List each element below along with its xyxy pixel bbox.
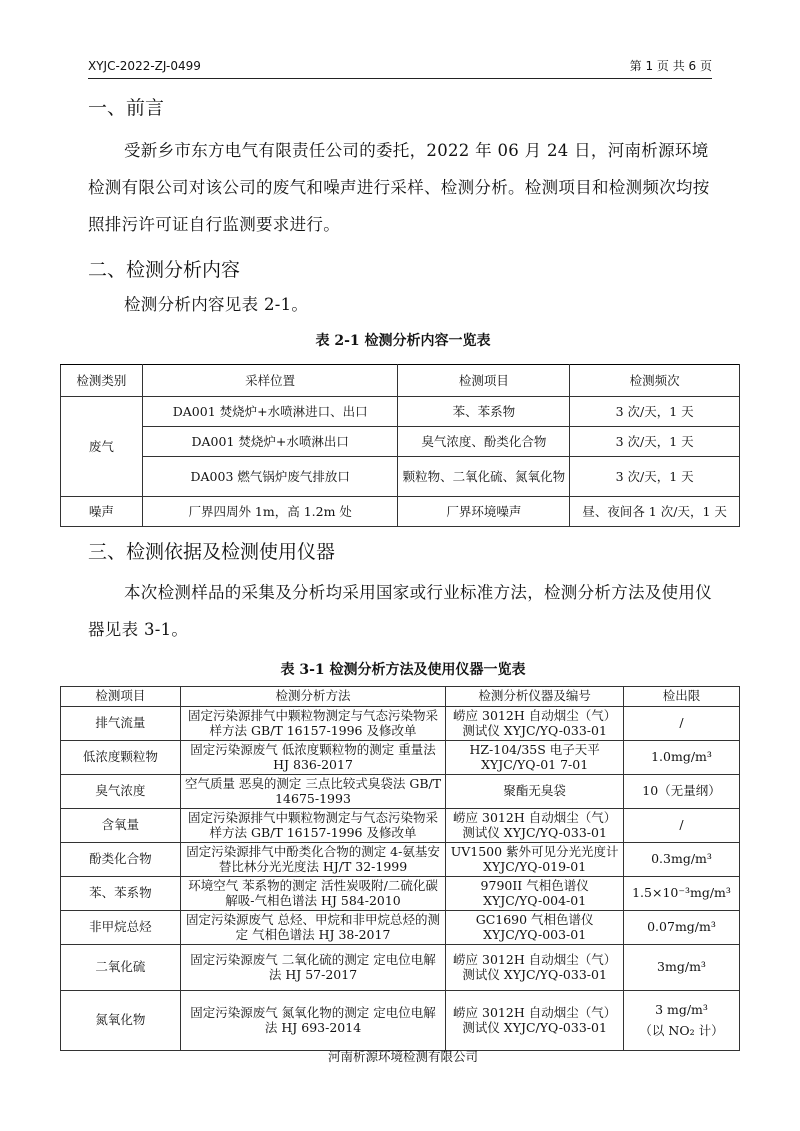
table-row	[61, 707, 740, 741]
category-cell: 噪声	[61, 497, 143, 527]
instrument-cell: GC1690 气相色谱仪 XYJC/YQ-003-01	[446, 911, 624, 945]
method-cell: 固定污染源废气 总烃、甲烷和非甲烷总烃的测定 气相色谱法 HJ 38-2017	[180, 911, 445, 945]
table-header-row	[61, 365, 740, 397]
frequency-cell: 3 次/天，1 天	[570, 427, 740, 457]
item-cell: 苯、苯系物	[61, 877, 181, 911]
table-row	[61, 775, 740, 809]
section-title-basis: 三、检测依据及检测使用仪器	[88, 541, 336, 563]
limit-cell: 3mg/m³	[624, 945, 740, 991]
limit-cell: /	[624, 707, 740, 741]
limit-note: （以 NO₂ 计）	[639, 1022, 724, 1038]
table-row	[61, 741, 740, 775]
table-row	[61, 397, 740, 427]
table-3-1	[60, 686, 740, 1051]
item-cell: 苯、苯系物	[398, 397, 570, 427]
table-row	[61, 497, 740, 527]
limit-cell: 1.5×10⁻³mg/m³	[624, 877, 740, 911]
item-cell: 臭气浓度	[61, 775, 181, 809]
table-row	[61, 809, 740, 843]
limit-cell: 0.07mg/m³	[624, 911, 740, 945]
column-header: 采样位置	[142, 365, 398, 397]
item-cell: 低浓度颗粒物	[61, 741, 181, 775]
table-row	[61, 991, 740, 1051]
frequency-cell: 3 次/天，1 天	[570, 457, 740, 497]
table-row	[61, 877, 740, 911]
frequency-cell: 昼、夜间各 1 次/天，1 天	[570, 497, 740, 527]
column-header: 检测分析仪器及编号	[446, 687, 624, 707]
table-row	[61, 911, 740, 945]
method-cell: 固定污染源废气 氮氧化物的测定 定电位电解法 HJ 693-2014	[180, 991, 445, 1051]
method-cell: 固定污染源废气 二氧化硫的测定 定电位电解法 HJ 57-2017	[180, 945, 445, 991]
instrument-cell: 崂应 3012H 自动烟尘（气）测试仪 XYJC/YQ-033-01	[446, 945, 624, 991]
method-cell: 空气质量 恶臭的测定 三点比较式臭袋法 GB/T 14675-1993	[180, 775, 445, 809]
method-cell: 固定污染源排气中颗粒物测定与气态污染物采样方法 GB/T 16157-1996 及修改单	[180, 707, 445, 741]
location-cell: DA001 焚烧炉+水喷淋出口	[142, 427, 398, 457]
column-header: 检测项目	[61, 687, 181, 707]
page-number: 第 1 页 共 6 页	[629, 59, 712, 73]
table-row	[61, 843, 740, 877]
limit-cell: 1.0mg/m³	[624, 741, 740, 775]
method-cell: 固定污染源废气 低浓度颗粒物的测定 重量法 HJ 836-2017	[180, 741, 445, 775]
column-header: 检测分析方法	[180, 687, 445, 707]
table-row	[61, 945, 740, 991]
limit-cell: 0.3mg/m³	[624, 843, 740, 877]
section-title-preface: 一、前言	[88, 97, 165, 119]
preface-paragraph: 受新乡市东方电气有限责任公司的委托，2022 年 06 月 24 日，河南析源环境检测有限公司对该公司的废气和噪声进行采样、检测分析。检测项目和检测频次均按照排污许可证自行监测要求进行。	[88, 141, 710, 234]
category-cell: 废气	[61, 397, 143, 497]
limit-cell: 10（无量纲）	[624, 775, 740, 809]
table-row	[61, 427, 740, 457]
column-header: 检测频次	[570, 365, 740, 397]
instrument-cell: 崂应 3012H 自动烟尘（气）测试仪 XYJC/YQ-033-01	[446, 707, 624, 741]
table-3-1-caption: 表 3-1 检测分析方法及使用仪器一览表	[280, 662, 526, 678]
item-cell: 二氧化硫	[61, 945, 181, 991]
location-cell: DA003 燃气锅炉废气排放口	[142, 457, 398, 497]
location-cell: DA001 焚烧炉+水喷淋进口、出口	[142, 397, 398, 427]
method-cell: 环境空气 苯系物的测定 活性炭吸附/二硫化碳解吸-气相色谱法 HJ 584-2010	[180, 877, 445, 911]
item-cell: 颗粒物、二氧化硫、氮氧化物	[398, 457, 570, 497]
location-cell: 厂界四周外 1m，高 1.2m 处	[142, 497, 398, 527]
column-header: 检测项目	[398, 365, 570, 397]
item-cell: 非甲烷总烃	[61, 911, 181, 945]
section-title-content: 二、检测分析内容	[88, 259, 241, 281]
table-2-1-caption: 表 2-1 检测分析内容一览表	[315, 333, 491, 349]
instrument-cell: 聚酯无臭袋	[446, 775, 624, 809]
basis-paragraph: 本次检测样品的采集及分析均采用国家或行业标准方法，检测分析方法及使用仪器见表 3-1。	[88, 583, 712, 639]
method-cell: 固定污染源排气中颗粒物测定与气态污染物采样方法 GB/T 16157-1996 及修改单	[180, 809, 445, 843]
table-row	[61, 457, 740, 497]
content-paragraph: 检测分析内容见表 2-1。	[124, 295, 309, 314]
instrument-cell: 9790II 气相色谱仪 XYJC/YQ-004-01	[446, 877, 624, 911]
item-cell: 氮氧化物	[61, 991, 181, 1051]
instrument-cell: HZ-104/35S 电子天平 XYJC/YQ-01 7-01	[446, 741, 624, 775]
item-cell: 臭气浓度、酚类化合物	[398, 427, 570, 457]
instrument-cell: 崂应 3012H 自动烟尘（气）测试仪 XYJC/YQ-033-01	[446, 991, 624, 1051]
table-header-row	[61, 687, 740, 707]
limit-value: 3 mg/m³	[655, 1002, 708, 1017]
instrument-cell: UV1500 紫外可见分光光度计 XYJC/YQ-019-01	[446, 843, 624, 877]
item-cell: 厂界环境噪声	[398, 497, 570, 527]
document-number: XYJC-2022-ZJ-0499	[88, 59, 201, 73]
page-header	[88, 58, 712, 79]
column-header: 检测类别	[61, 365, 143, 397]
frequency-cell: 3 次/天，1 天	[570, 397, 740, 427]
item-cell: 酚类化合物	[61, 843, 181, 877]
column-header: 检出限	[624, 687, 740, 707]
limit-cell	[624, 991, 740, 1051]
item-cell: 排气流量	[61, 707, 181, 741]
item-cell: 含氧量	[61, 809, 181, 843]
instrument-cell: 崂应 3012H 自动烟尘（气）测试仪 XYJC/YQ-033-01	[446, 809, 624, 843]
limit-cell: /	[624, 809, 740, 843]
method-cell: 固定污染源排气中酚类化合物的测定 4-氨基安替比林分光光度法 HJ/T 32-1999	[180, 843, 445, 877]
page-footer: 河南析源环境检测有限公司	[327, 1049, 478, 1064]
table-2-1	[60, 364, 740, 527]
